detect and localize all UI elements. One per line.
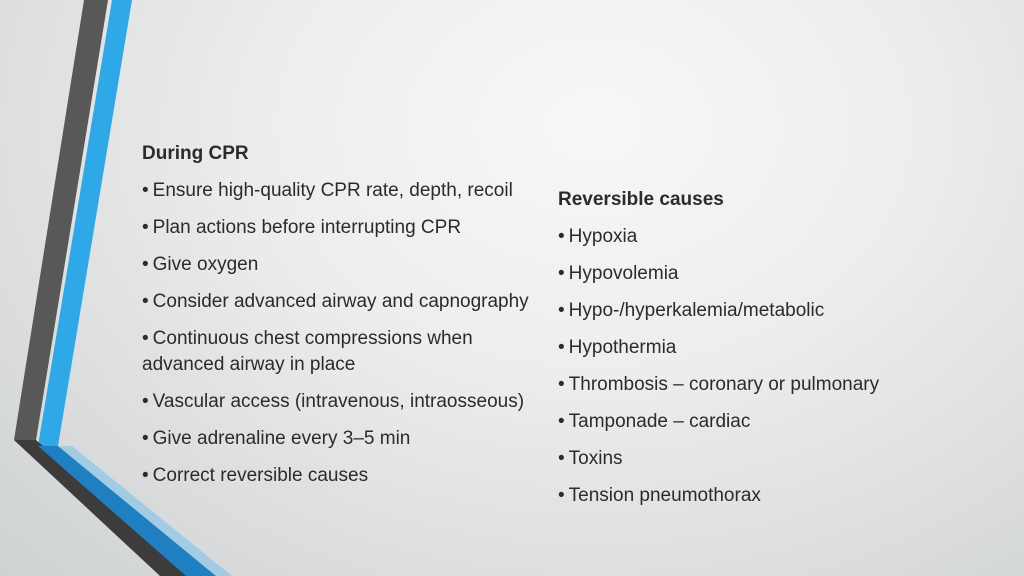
bullet-icon: • [142, 428, 149, 449]
list-item: • Hypoxia [558, 226, 638, 247]
list-item: • Toxins [558, 448, 623, 469]
during-cpr-section [142, 141, 542, 500]
list-item: • Give adrenaline every 3–5 min [142, 428, 411, 449]
bullet-icon: • [558, 411, 565, 432]
bullet-icon: • [558, 263, 565, 284]
list-item: • Thrombosis – coronary or pulmonary [558, 374, 880, 395]
bullet-icon: • [142, 465, 149, 486]
list-item: • Hypovolemia [558, 263, 679, 284]
during-cpr-list [142, 178, 542, 489]
list-item: • Vascular access (intravenous, intraosseous) [142, 391, 525, 412]
bullet-icon: • [558, 300, 565, 321]
list-item: • Hypothermia [558, 337, 677, 358]
bullet-icon: • [142, 391, 149, 412]
bullet-icon: • [142, 217, 149, 238]
list-item: • Plan actions before interrupting CPR [142, 217, 462, 238]
bullet-icon: • [558, 448, 565, 469]
reversible-causes-section [558, 187, 958, 520]
bullet-icon: • [142, 291, 149, 312]
bullet-icon: • [558, 374, 565, 395]
bullet-icon: • [142, 180, 149, 201]
bullet-icon: • [558, 485, 565, 506]
reversible-causes-list [558, 224, 958, 509]
bullet-icon: • [558, 337, 565, 358]
during-cpr-heading: During CPR [142, 143, 249, 164]
list-item: • Tamponade – cardiac [558, 411, 751, 432]
list-item: • Give oxygen [142, 254, 259, 275]
list-item: • Hypo-/hyperkalemia/metabolic [558, 300, 825, 321]
bullet-icon: • [142, 328, 149, 349]
bullet-icon: • [142, 254, 149, 275]
list-item: • Ensure high-quality CPR rate, depth, recoil [142, 180, 513, 201]
list-item: • Continuous chest compressions when advanced airway in place [142, 328, 473, 375]
list-item: • Correct reversible causes [142, 465, 369, 486]
reversible-causes-heading: Reversible causes [558, 189, 724, 210]
bullet-icon: • [558, 226, 565, 247]
list-item: • Tension pneumothorax [558, 485, 761, 506]
list-item: • Consider advanced airway and capnography [142, 291, 529, 312]
